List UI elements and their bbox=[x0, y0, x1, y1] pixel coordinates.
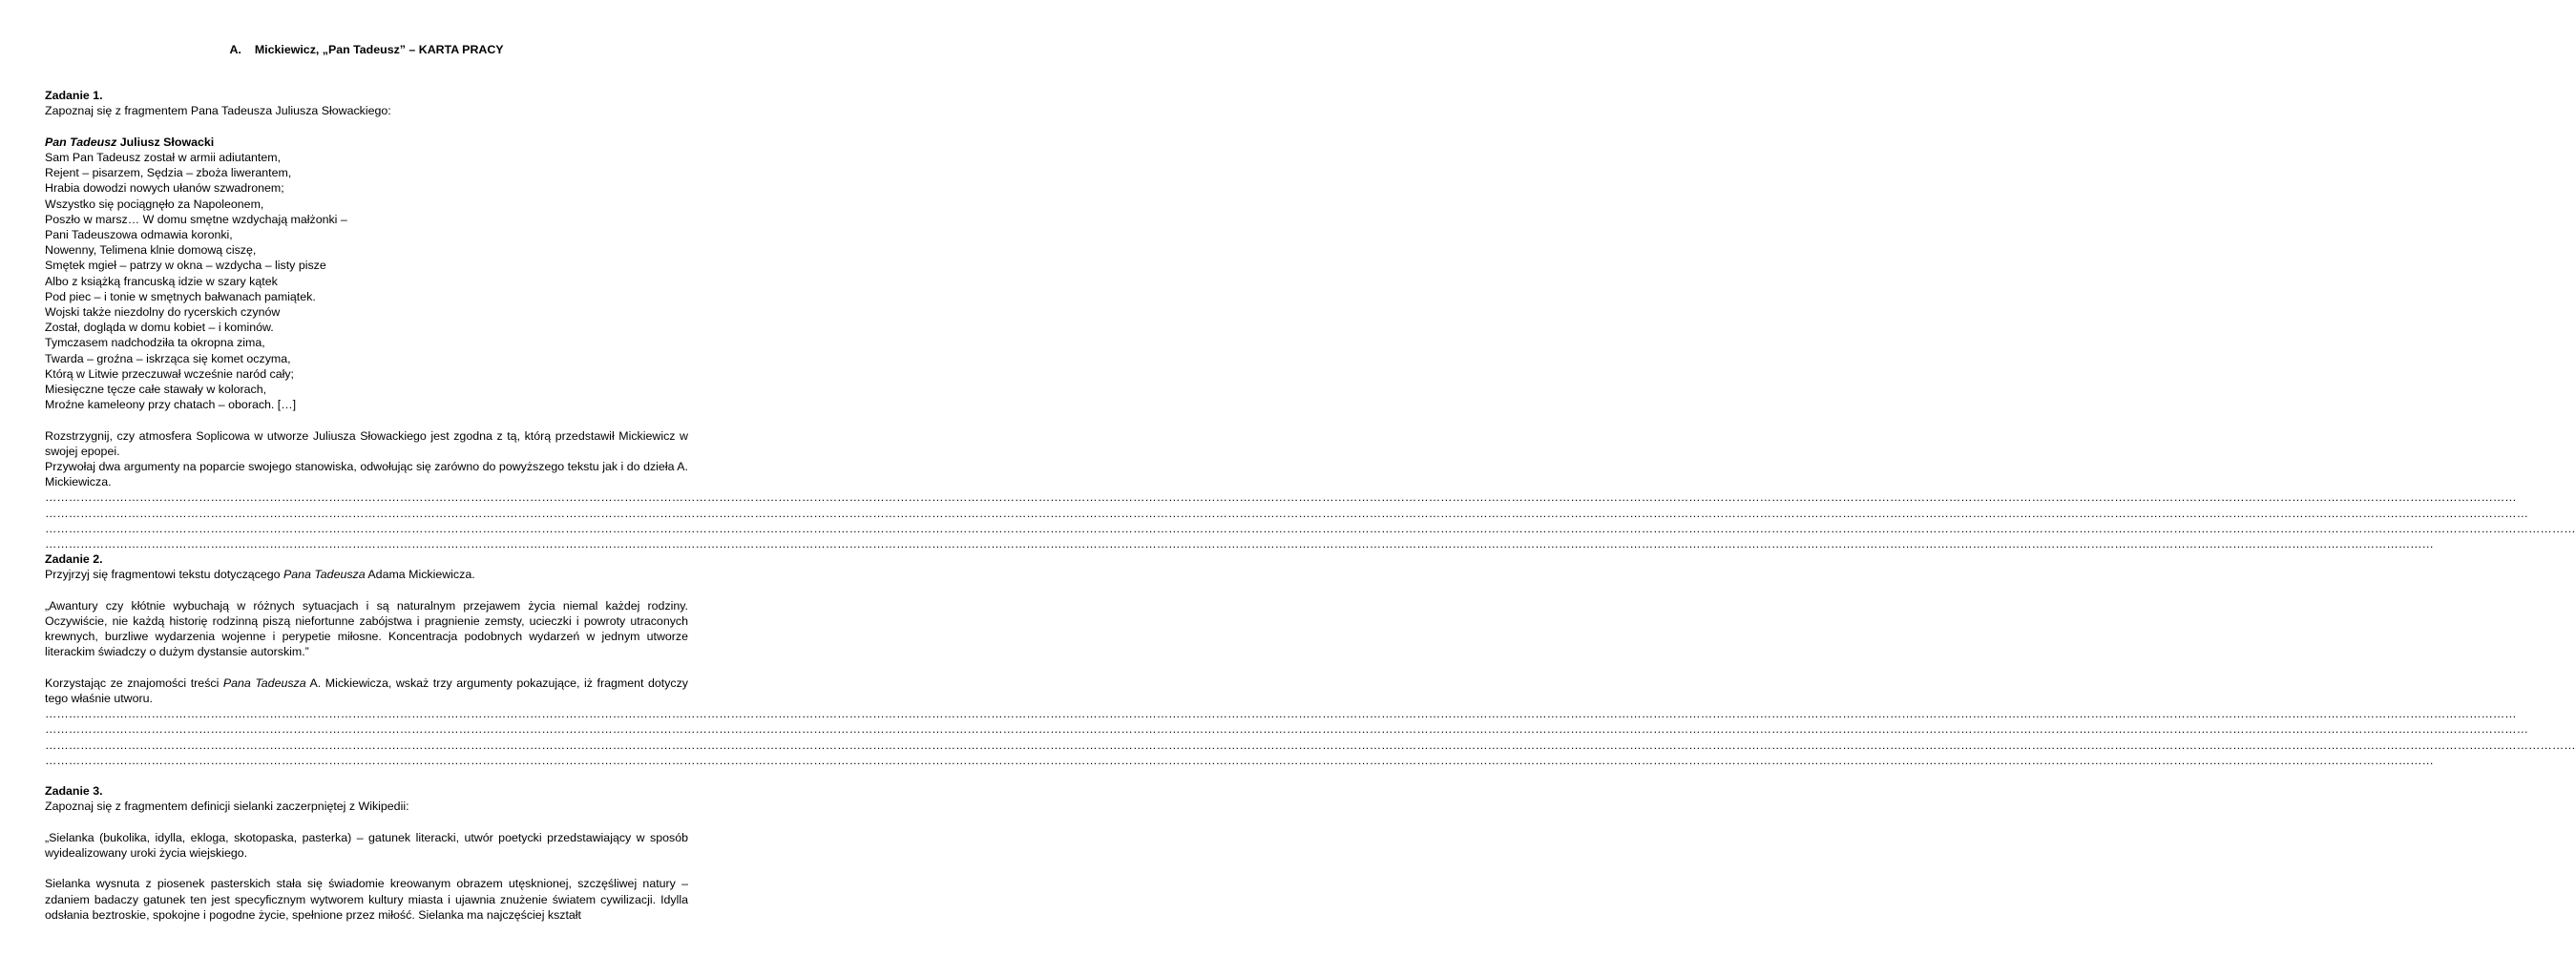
task1-heading: Zadanie 1. bbox=[45, 89, 103, 103]
task1-question2: Przywołaj dwa argumenty na poparcie swojego stanowiska, odwołując się zarówno do powyższego tekstu jak i do dzieła A. Mickiewicza. bbox=[45, 460, 688, 489]
poem-line: Pod piec – i tonie w smętnych bałwanach pamiątek. bbox=[45, 289, 316, 303]
answer-line[interactable]: …………………………………………………………………………………………………………………………………………………………………………………………………………………………………………………………………………………………………………………………………………………………………………………………………………………………………………………………………………………………………………………………………………………………………………… bbox=[45, 490, 2517, 505]
task3-heading: Zadanie 3. bbox=[45, 784, 103, 799]
poem-line: Rejent – pisarzem, Sędzia – zboża liwerantem, bbox=[45, 166, 292, 180]
task2-answer-area[interactable] bbox=[45, 706, 2576, 768]
answer-line[interactable]: ……………………………………………………………………………………………………………………………………………………………………………………………………………………………………………………………………………………………………………………………………………………………………………………………………………………………………………………………………………………………………………………………………………………………………………… bbox=[45, 506, 2529, 520]
answer-line[interactable]: ………………………………………………………………………………………………………………………………………………………………………………………………………………………………………………………………………………………………………………………………………………………………………………………………………………………………………………………………………………………………………………………………………………………… bbox=[45, 537, 2434, 551]
poem-line: Został, dogląda w domu kobiet – i kominów. bbox=[45, 321, 274, 335]
task2-question-italic: Pana Tadeusza bbox=[222, 676, 306, 690]
poem-line: Smętek mgieł – patrzy w okna – wzdycha – listy pisze bbox=[45, 259, 326, 273]
poem-line: Nowenny, Telimena klnie domową ciszę, bbox=[45, 243, 257, 258]
answer-line[interactable]: ………………………………………………………………………………………………………………………………………………………………………………………………………………………………………………………………………………………………………………………………………………………………………………………………………………………………………………………………………………………………………………………………………………………… bbox=[45, 753, 2434, 767]
poem-line: Miesięczne tęcze całe stawały w kolorach, bbox=[45, 383, 267, 397]
answer-line[interactable]: ………………………………………………………………………………………………………………………………………………………………………………………………………………………………………………………………………………………………………………………………………………………………………………………………………………………………………………………………………………………………………………………………………………………………………………………… bbox=[45, 521, 2576, 535]
task2-question bbox=[45, 676, 688, 706]
poem bbox=[45, 150, 688, 412]
answer-line[interactable]: …………………………………………………………………………………………………………………………………………………………………………………………………………………………………………………………………………………………………………………………………………………………………………………………………………………………………………………………………………………………………………………………………………………………………………… bbox=[45, 707, 2517, 721]
poem-line: Wszystko się pociągnęło za Napoleonem, bbox=[45, 197, 264, 211]
task2-instruction-pre: Przyjrzyj się fragmentowi tekstu dotyczącego bbox=[45, 568, 283, 582]
task2-heading: Zadanie 2. bbox=[45, 552, 103, 567]
answer-line[interactable]: ……………………………………………………………………………………………………………………………………………………………………………………………………………………………………………………………………………………………………………………………………………………………………………………………………………………………………………………………………………………………………………………………………………………………………………… bbox=[45, 722, 2529, 737]
task2-instruction-post: Adama Mickiewicza. bbox=[365, 568, 475, 582]
poem-author: Juliusz Słowacki bbox=[116, 135, 215, 149]
task3-instruction: Zapoznaj się z fragmentem definicji sielanki zaczerpniętej z Wikipedii: bbox=[45, 800, 409, 814]
poem-line: Hrabia dowodzi nowych ułanów szwadronem; bbox=[45, 181, 284, 196]
page-title bbox=[45, 42, 688, 57]
task1-question1: Rozstrzygnij, czy atmosfera Soplicowa w utworze Juliusza Słowackiego jest zgodna z tą, którą przedstawił Mickiewicz w swojej epopei. bbox=[45, 428, 688, 458]
document-body bbox=[45, 42, 2576, 923]
task3-para2: Sielanka wysnuta z piosenek pasterskich stała się świadomie kreowanym obrazem utęsknionej, szczęśliwej natury – zdaniem badaczy gatunek ten jest specyficznym wytworem kultury miasta i ujawnia znużenie światem cywilizacji. Idylla odsłania beztroskie, spokojne i pogodne życie, spełnione przez miłość. Sielanka ma najczęściej kształt bbox=[45, 877, 688, 922]
task2-quote: „Awantury czy kłótnie wybuchają w różnych sytuacjach i są naturalnym przejawem życia niemal każdej rodziny. Oczywiście, nie każdą historię rodzinną piszą niefortunne zabójstwa i pragnienie zemsty, ucieczki i powroty utraconych krewnych, burzliwe wydarzenia wojenne i perypetie miłosne. Koncentracja podobnych wydarzeń w jednym utworze literackim świadczy o dużym dystansie autorskim.” bbox=[45, 598, 688, 659]
title-number: A. bbox=[229, 43, 241, 56]
task2-instruction-italic: Pana Tadeusza bbox=[283, 568, 366, 582]
task2-instruction bbox=[45, 567, 688, 582]
poem-title: Pan Tadeusz bbox=[45, 135, 117, 149]
poem-line: Mroźne kameleony przy chatach – oborach. […] bbox=[45, 398, 297, 412]
task3-para1: „Sielanka (bukolika, idylla, ekloga, skotopaska, pasterka) – gatunek literacki, utwór poetycki przedstawiający w sposób wyidealizowany uroki życia wiejskiego. bbox=[45, 830, 688, 861]
task1-answer-area[interactable] bbox=[45, 489, 2576, 551]
poem-line: Pani Tadeuszowa odmawia koronki, bbox=[45, 228, 233, 242]
poem-line: Poszło w marsz… W domu smętne wzdychają małżonki – bbox=[45, 212, 347, 226]
answer-line[interactable]: ………………………………………………………………………………………………………………………………………………………………………………………………………………………………………………………………………………………………………………………………………………………………………………………………………………………………………………………………………………………………………………………………………………………………………………………… bbox=[45, 738, 2576, 752]
poem-line: Twarda – groźna – iskrząca się komet oczyma, bbox=[45, 351, 291, 365]
poem-header bbox=[45, 135, 688, 150]
poem-line: Którą w Litwie przeczuwał wcześnie naród cały; bbox=[45, 366, 295, 381]
poem-line: Wojski także niezdolny do rycerskich czynów bbox=[45, 305, 281, 320]
title-text: Mickiewicz, „Pan Tadeusz” – KARTA PRACY bbox=[254, 43, 504, 56]
poem-line: Sam Pan Tadeusz został w armii adiutantem, bbox=[45, 151, 282, 164]
task2-question-pre: Korzystając ze znajomości treści bbox=[45, 676, 223, 690]
task1-instruction: Zapoznaj się z fragmentem Pana Tadeusza Juliusza Słowackiego: bbox=[45, 104, 391, 118]
poem-line: Albo z książką francuską idzie w szary kątek bbox=[45, 274, 278, 288]
poem-line: Tymczasem nadchodziła ta okropna zima, bbox=[45, 336, 265, 350]
task2-question-post: A. Mickiewicza, wskaż trzy argumenty pokazujące, iż fragment dotyczy tego właśnie utworu. bbox=[45, 676, 688, 706]
